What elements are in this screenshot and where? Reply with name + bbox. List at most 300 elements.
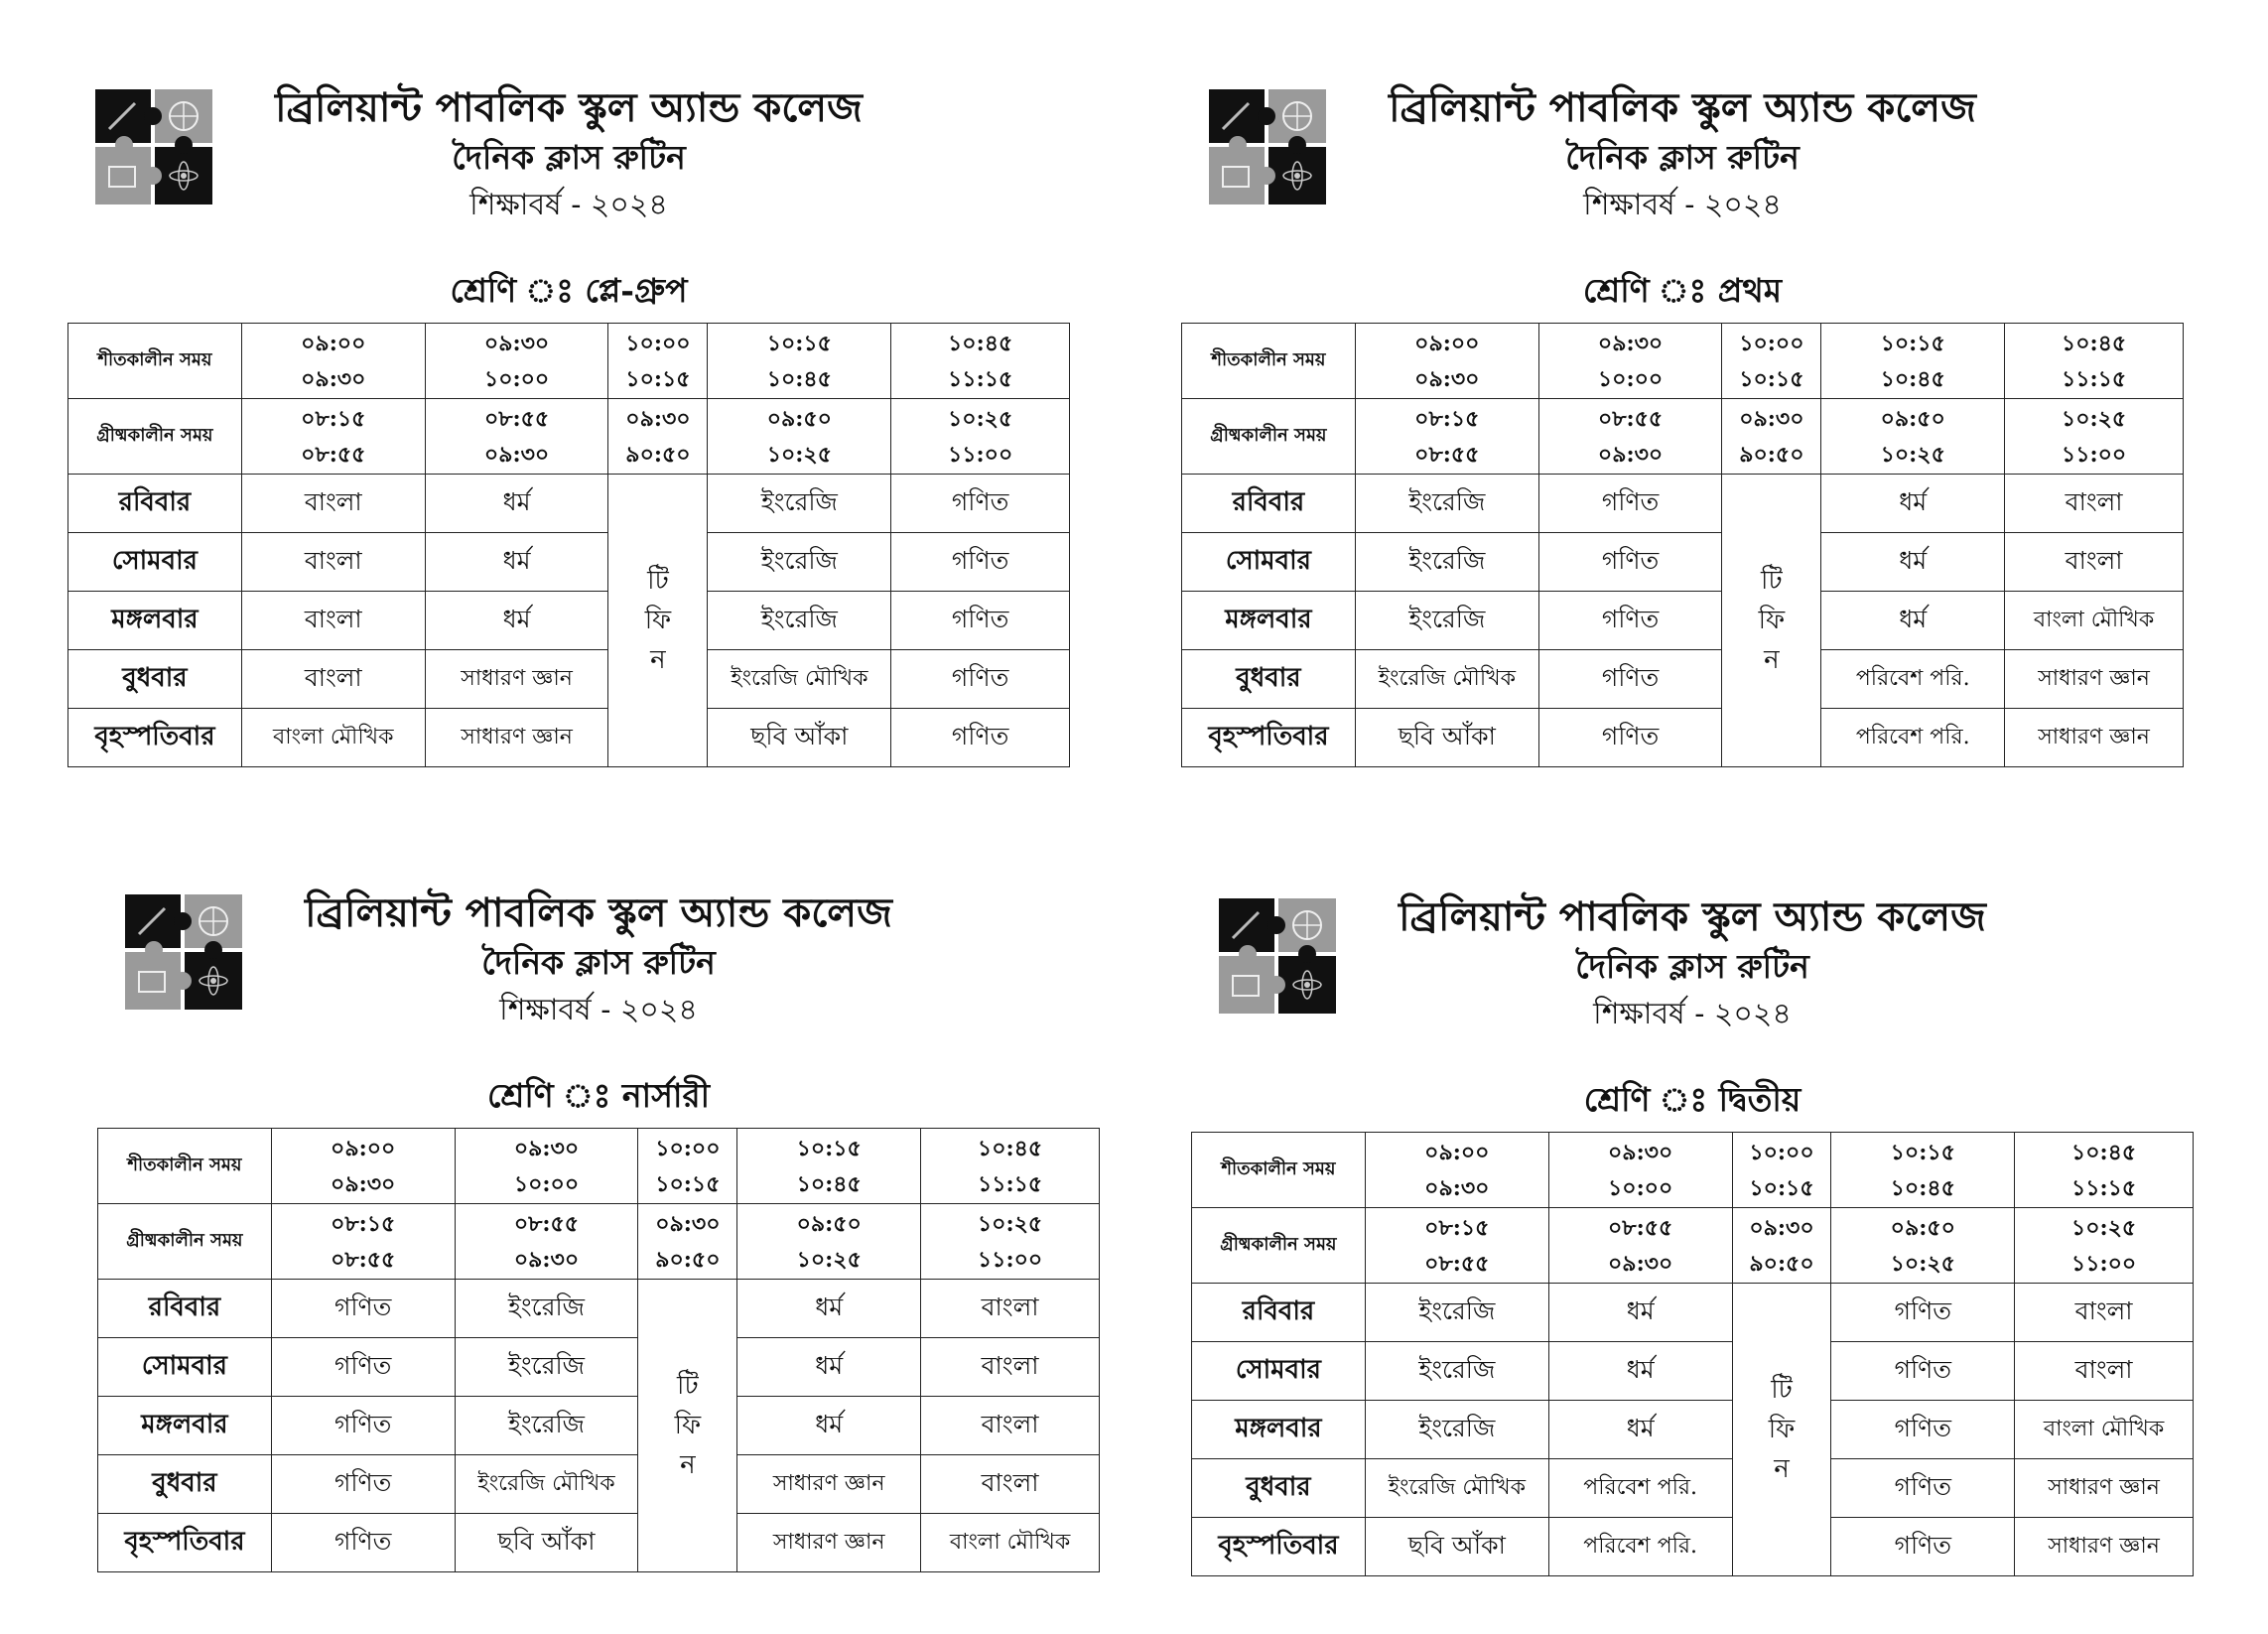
day-row [1182,533,2184,592]
time-slot [921,1129,1100,1204]
time-slot [2005,324,2184,399]
school-name: ব্রিলিয়ান্ট পাবলিক স্কুল অ্যান্ড কলেজ [305,889,892,936]
tiffin-letter: ন [680,1450,696,1480]
subject-cell: সাধারণ জ্ঞান [2015,1459,2194,1518]
time-start: ০৮:১৫ [301,405,366,432]
tiffin-letter: ফি [674,1411,702,1440]
time-start: ১০:১৫ [1880,330,1945,356]
time-end: ৯০:৫০ [1749,1250,1814,1277]
class-title: শ্রেণি ঃ নার্সারী [486,1076,711,1115]
day-row [98,1455,1100,1514]
day-label: বুধবার [1182,650,1356,709]
time-start: ১০:২৫ [2061,405,2127,432]
time-start: ০৯:৩০ [1749,1214,1814,1241]
time-start: ১০:১৫ [796,1135,862,1161]
school-logo [1209,89,1326,204]
time-start: ০৮:১৫ [331,1210,396,1237]
tiffin-letter: ফি [1768,1415,1796,1444]
day-label: রবিবার [98,1280,272,1338]
time-slot [1821,399,2005,475]
tiffin-break [1732,1284,1831,1576]
time-end: ১০:০০ [1607,1174,1673,1201]
time-end: ১০:০০ [513,1170,580,1197]
subject-cell: গণিত [891,475,1070,533]
time-start: ১০:৪৫ [2070,1139,2137,1165]
header-titles [1370,891,2015,1038]
time-slot [455,1129,638,1204]
subject-cell: বাংলা [241,650,425,709]
time-start: ০৯:০০ [331,1135,396,1161]
time-end: ০৯:৩০ [513,1246,580,1273]
day-label: বুধবার [68,650,242,709]
subject-cell: বাংলা মৌখিক [2005,592,2184,650]
time-start: ০৯:০০ [1414,330,1480,356]
tiffin-letter: ন [650,645,666,675]
tiffin-break [608,475,708,767]
subject-cell: গণিত [891,709,1070,767]
subject-cell: ইংরেজি [1365,1401,1548,1459]
time-slot [2005,399,2184,475]
subject-cell: গণিত [1538,709,1722,767]
day-label: বুধবার [98,1455,272,1514]
routine-table [97,1128,1100,1572]
day-row [98,1338,1100,1397]
day-label: মঙ্গলবার [68,592,242,650]
routine-table [1181,323,2184,767]
time-end: ০৯:৩০ [1607,1250,1673,1277]
day-label: রবিবার [68,475,242,533]
time-start: ০৮:৫৫ [1597,405,1664,432]
day-row [68,533,1070,592]
winter-time-row [1182,324,2184,399]
day-label: সোমবার [1182,533,1356,592]
subject-cell: বাংলা [921,1338,1100,1397]
time-end: ০৮:৫৫ [301,441,366,468]
time-start: ১০:৪৫ [977,1135,1043,1161]
subject-cell: পরিবেশ পরি. [1821,709,2005,767]
subject-cell: গণিত [891,592,1070,650]
time-end: ১০:০০ [1597,365,1664,392]
time-slot [1538,399,1722,475]
tiffin-letter: ন [1764,645,1780,675]
day-row [1192,1342,2194,1401]
subject-cell: ধর্ম [737,1280,921,1338]
winter-time-row [1192,1133,2194,1208]
time-slot [271,1129,455,1204]
time-end: ১১:১৫ [977,1170,1043,1197]
time-row-label: শীতকালীন সময় [1192,1133,1366,1208]
routine-table [67,323,1070,767]
subject-cell: সাধারণ জ্ঞান [2015,1518,2194,1576]
subject-cell: ইংরেজি মৌখিক [708,650,891,709]
time-start: ০৯:৩০ [1597,330,1664,356]
subject-cell: বাংলা [241,533,425,592]
day-row [1192,1518,2194,1576]
day-label: মঙ্গলবার [98,1397,272,1455]
subject-cell: ধর্ম [425,475,608,533]
subject-cell: সাধারণ জ্ঞান [2005,709,2184,767]
time-start: ০৯:৫০ [796,1210,862,1237]
time-start: ০৯:৩০ [625,405,691,432]
subject-cell: ধর্ম [425,592,608,650]
winter-time-row [98,1129,1100,1204]
time-slot [638,1129,737,1204]
day-label: সোমবার [98,1338,272,1397]
subject-cell: ছবি আঁকা [1365,1518,1548,1576]
subject-cell: বাংলা [2005,533,2184,592]
time-slot [708,399,891,475]
class-title: শ্রেণি ঃ প্লে-গ্রুপ [450,271,688,310]
time-slot [921,1204,1100,1280]
summer-time-row [1192,1208,2194,1284]
subject-cell: সাধারণ জ্ঞান [425,709,608,767]
time-end: ১১:১৫ [2061,365,2127,392]
subject-cell: ইংরেজি [708,533,891,592]
day-label: মঙ্গলবার [1192,1401,1366,1459]
subject-cell: পরিবেশ পরি. [1821,650,2005,709]
subject-cell: সাধারণ জ্ঞান [2005,650,2184,709]
puzzle-logo-icon [1219,898,1336,1014]
school-name: ব্রিলিয়ান্ট পাবলিক স্কুল অ্যান্ড কলেজ [1389,84,1976,131]
day-row [1192,1284,2194,1342]
time-start: ০৯:৫০ [766,405,832,432]
time-end: ১০:২৫ [1880,441,1945,468]
day-row [68,709,1070,767]
time-end: ১০:১৫ [1749,1174,1814,1201]
time-slot [638,1204,737,1280]
time-end: ১০:৪৫ [796,1170,862,1197]
time-start: ১০:১৫ [766,330,832,356]
time-slot [241,399,425,475]
time-end: ০৯:৩০ [483,441,550,468]
time-end: ১০:২৫ [766,441,832,468]
day-label: রবিবার [1182,475,1356,533]
time-start: ১০:২৫ [947,405,1013,432]
summer-time-row [1182,399,2184,475]
academic-year: শিক্ষাবর্ষ - ২০২৪ [469,188,668,222]
subject-cell: ধর্ম [737,1397,921,1455]
subject-cell: ইংরেজি [455,1397,638,1455]
subject-cell: বাংলা [921,1397,1100,1455]
class-title: শ্রেণি ঃ প্রথম [1582,271,1783,310]
subject-cell: গণিত [271,1338,455,1397]
day-row [1182,650,2184,709]
time-end: ১১:০০ [947,441,1013,468]
time-start: ০৮:৫৫ [1608,1214,1673,1241]
subject-cell: বাংলা [921,1455,1100,1514]
time-end: ১১:০০ [2070,1250,2137,1277]
subject-cell: পরিবেশ পরি. [1548,1459,1732,1518]
time-slot [891,399,1070,475]
day-row [1192,1401,2194,1459]
time-end: ১০:২৫ [796,1246,862,1273]
routine-title: দৈনিক ক্লাস রুটিন [1575,947,1809,986]
subject-cell: গণিত [1538,650,1722,709]
tiffin-letter: ফি [644,606,672,635]
subject-cell: বাংলা মৌখিক [921,1514,1100,1572]
puzzle-logo-icon [95,89,212,204]
subject-cell: ইংরেজি [1355,475,1538,533]
time-slot [241,324,425,399]
header-titles [1360,82,2005,229]
day-label: বৃহস্পতিবার [98,1514,272,1572]
time-slot [1732,1208,1831,1284]
subject-cell: গণিত [1831,1342,2015,1401]
time-end: ১০:৪৫ [766,365,832,392]
subject-cell: ধর্ম [1821,592,2005,650]
subject-cell: ছবি আঁকা [708,709,891,767]
time-row-label: শীতকালীন সময় [1182,324,1356,399]
tiffin-letter: টি [1771,1375,1793,1405]
subject-cell: বাংলা [921,1280,1100,1338]
time-end: ৯০:৫০ [655,1246,721,1273]
time-start: ০৯:৩০ [655,1210,721,1237]
time-slot [2015,1208,2194,1284]
time-start: ০৮:৫৫ [483,405,550,432]
subject-cell: ছবি আঁকা [455,1514,638,1572]
header-titles [276,887,921,1034]
time-start: ১০:৪৫ [2061,330,2127,356]
school-logo [1219,898,1336,1014]
subject-cell: ইংরেজি [455,1338,638,1397]
subject-cell: ইংরেজি মৌখিক [1365,1459,1548,1518]
tiffin-letter: ন [1774,1454,1790,1484]
day-label: সোমবার [1192,1342,1366,1401]
school-name: ব্রিলিয়ান্ট পাবলিক স্কুল অ্যান্ড কলেজ [275,84,863,131]
subject-cell: ধর্ম [1548,1342,1732,1401]
time-slot [1732,1133,1831,1208]
day-row [1182,475,2184,533]
subject-cell: বাংলা মৌখিক [2015,1401,2194,1459]
time-start: ০৯:০০ [1424,1139,1490,1165]
subject-cell: সাধারণ জ্ঞান [737,1514,921,1572]
tiffin-letter: ফি [1758,606,1786,635]
subject-cell: ইংরেজি [1355,592,1538,650]
time-slot [737,1204,921,1280]
routine-title: দৈনিক ক্লাস রুটিন [481,943,716,982]
school-logo [95,89,212,204]
time-start: ০৯:৩০ [513,1135,580,1161]
day-row [1192,1459,2194,1518]
day-label: বৃহস্পতিবার [1192,1518,1366,1576]
time-start: ১০:১৫ [1890,1139,1955,1165]
time-slot [425,324,608,399]
time-row-label: শীতকালীন সময় [98,1129,272,1204]
day-row [68,650,1070,709]
time-slot [891,324,1070,399]
time-end: ০৯:৩০ [301,365,366,392]
time-end: ০৯:৩০ [331,1170,396,1197]
day-row [1182,709,2184,767]
subject-cell: গণিত [1831,1401,2015,1459]
time-row-label: গ্রীষ্মকালীন সময় [98,1204,272,1280]
time-start: ০৯:৩০ [1739,405,1804,432]
time-start: ১০:০০ [655,1135,721,1161]
time-start: ১০:০০ [1739,330,1804,356]
subject-cell: ধর্ম [1548,1401,1732,1459]
school-logo [125,894,242,1010]
time-slot [1831,1133,2015,1208]
time-row-label: গ্রীষ্মকালীন সময় [1192,1208,1366,1284]
day-row [68,475,1070,533]
time-slot [1548,1133,1732,1208]
day-row [1182,592,2184,650]
time-end: ০৮:৫৫ [1424,1250,1490,1277]
subject-cell: ইংরেজি [708,592,891,650]
subject-cell: সাধারণ জ্ঞান [737,1455,921,1514]
academic-year: শিক্ষাবর্ষ - ২০২৪ [1593,997,1792,1031]
summer-time-row [68,399,1070,475]
time-start: ১০:২৫ [977,1210,1043,1237]
time-end: ১১:১৫ [2070,1174,2137,1201]
time-slot [708,324,891,399]
subject-cell: সাধারণ জ্ঞান [425,650,608,709]
time-slot [608,324,708,399]
school-name: ব্রিলিয়ান্ট পাবলিক স্কুল অ্যান্ড কলেজ [1399,893,1986,940]
day-row [98,1514,1100,1572]
time-end: ০৯:৩০ [1597,441,1664,468]
tiffin-break [1722,475,1821,767]
header-titles [246,82,891,229]
time-slot [1365,1208,1548,1284]
day-label: বৃহস্পতিবার [1182,709,1356,767]
time-slot [271,1204,455,1280]
time-slot [1538,324,1722,399]
subject-cell: বাংলা [241,475,425,533]
time-end: ১০:৪৫ [1890,1174,1955,1201]
academic-year: শিক্ষাবর্ষ - ২০২৪ [1583,188,1782,222]
subject-cell: গণিত [271,1514,455,1572]
subject-cell: বাংলা [241,592,425,650]
time-slot [1722,324,1821,399]
time-slot [1722,399,1821,475]
subject-cell: ছবি আঁকা [1355,709,1538,767]
time-end: ০৯:৩০ [1424,1174,1490,1201]
time-slot [425,399,608,475]
subject-cell: বাংলা [2005,475,2184,533]
time-start: ১০:০০ [1749,1139,1814,1165]
time-start: ০৮:৫৫ [513,1210,580,1237]
time-end: ১১:১৫ [948,365,1013,392]
time-start: ০৯:৩০ [1607,1139,1673,1165]
subject-cell: ইংরেজি [1365,1284,1548,1342]
routine-table [1191,1132,2194,1576]
time-slot [1355,324,1538,399]
time-end: ১০:২৫ [1890,1250,1955,1277]
day-row [68,592,1070,650]
time-start: ০৯:৫০ [1880,405,1945,432]
subject-cell: ইংরেজি [1355,533,1538,592]
time-start: ১০:২৫ [2070,1214,2137,1241]
time-start: ০৮:১৫ [1424,1214,1490,1241]
subject-cell: ধর্ম [737,1338,921,1397]
subject-cell: গণিত [1831,1518,2015,1576]
time-end: ১০:০০ [483,365,550,392]
day-label: সোমবার [68,533,242,592]
subject-cell: ধর্ম [1821,475,2005,533]
tiffin-letter: টি [677,1371,699,1401]
time-row-label: শীতকালীন সময় [68,324,242,399]
subject-cell: গণিত [271,1455,455,1514]
time-start: ০৯:৩০ [483,330,550,356]
subject-cell: ইংরেজি মৌখিক [455,1455,638,1514]
time-start: ০৮:১৫ [1414,405,1480,432]
subject-cell: গণিত [1831,1459,2015,1518]
subject-cell: গণিত [1538,475,1722,533]
time-slot [1548,1208,1732,1284]
subject-cell: ধর্ম [1821,533,2005,592]
time-end: ৯০:৫০ [1739,441,1804,468]
puzzle-logo-icon [1209,89,1326,204]
time-end: ১০:১৫ [625,365,691,392]
time-slot [1831,1208,2015,1284]
time-end: ০৮:৫৫ [331,1246,396,1273]
time-end: ০৯:৩০ [1414,365,1480,392]
day-label: রবিবার [1192,1284,1366,1342]
subject-cell: পরিবেশ পরি. [1548,1518,1732,1576]
subject-cell: গণিত [891,533,1070,592]
time-end: ১১:০০ [977,1246,1043,1273]
day-row [98,1280,1100,1338]
subject-cell: ইংরেজি মৌখিক [1355,650,1538,709]
time-start: ১০:৪৫ [948,330,1013,356]
time-start: ০৯:৫০ [1890,1214,1955,1241]
subject-cell: ধর্ম [1548,1284,1732,1342]
subject-cell: গণিত [271,1397,455,1455]
winter-time-row [68,324,1070,399]
time-end: ১০:১৫ [655,1170,721,1197]
day-label: বৃহস্পতিবার [68,709,242,767]
time-slot [737,1129,921,1204]
day-label: বুধবার [1192,1459,1366,1518]
time-slot [455,1204,638,1280]
tiffin-break [638,1280,737,1572]
subject-cell: ইংরেজি [1365,1342,1548,1401]
day-row [98,1397,1100,1455]
tiffin-letter: টি [1761,566,1783,596]
time-end: ১০:৪৫ [1880,365,1945,392]
time-end: ১০:১৫ [1739,365,1804,392]
time-row-label: গ্রীষ্মকালীন সময় [1182,399,1356,475]
time-end: ১১:০০ [2061,441,2127,468]
time-slot [1365,1133,1548,1208]
time-slot [2015,1133,2194,1208]
subject-cell: ধর্ম [425,533,608,592]
subject-cell: গণিত [1831,1284,2015,1342]
class-title: শ্রেণি ঃ দ্বিতীয় [1583,1080,1801,1119]
subject-cell: ইংরেজি [455,1280,638,1338]
day-label: মঙ্গলবার [1182,592,1356,650]
routine-title: দৈনিক ক্লাস রুটিন [452,138,686,177]
subject-cell: গণিত [1538,533,1722,592]
subject-cell: বাংলা মৌখিক [241,709,425,767]
subject-cell: বাংলা [2015,1284,2194,1342]
academic-year: শিক্ষাবর্ষ - ২০২৪ [499,993,698,1027]
time-end: ৯০:৫০ [625,441,691,468]
subject-cell: ইংরেজি [708,475,891,533]
routine-title: দৈনিক ক্লাস রুটিন [1565,138,1800,177]
subject-cell: গণিত [1538,592,1722,650]
time-start: ১০:০০ [625,330,691,356]
time-slot [1355,399,1538,475]
puzzle-logo-icon [125,894,242,1010]
time-row-label: গ্রীষ্মকালীন সময় [68,399,242,475]
subject-cell: গণিত [271,1280,455,1338]
tiffin-letter: টি [647,566,669,596]
time-slot [608,399,708,475]
subject-cell: বাংলা [2015,1342,2194,1401]
subject-cell: গণিত [891,650,1070,709]
